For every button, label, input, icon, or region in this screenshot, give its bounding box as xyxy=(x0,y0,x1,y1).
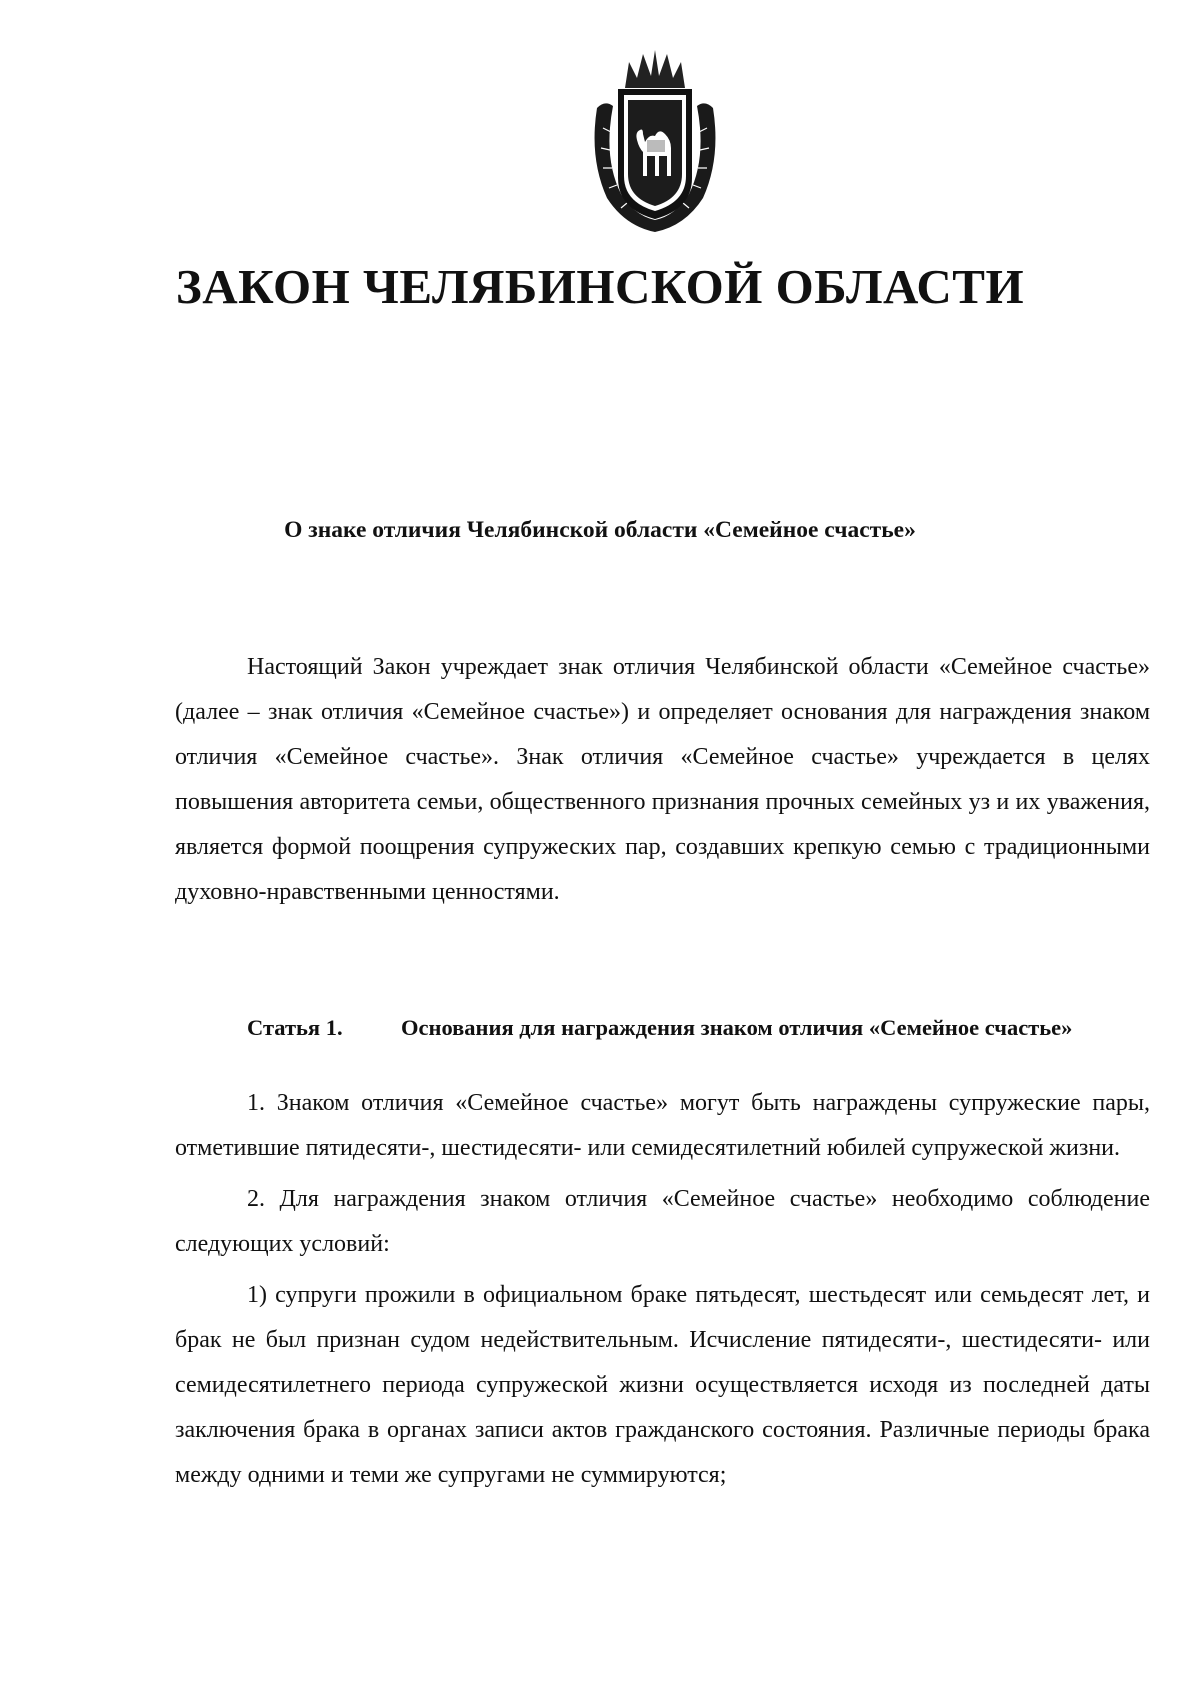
article-paragraph: 2. Для награждения знаком отличия «Семейное счастье» необходимо соблюдение следующих условий: xyxy=(175,1186,1150,1257)
article-number: Статья 1. xyxy=(247,1015,343,1040)
article-paragraph: 1) супруги прожили в официальном браке пятьдесят, шестьдесят или семьдесят лет, и брак не был признан судом недействительным. Исчисление пятидесяти-, шестидесяти- или семидесятилетнего периода супружеской жизни осуществляется исходя из последней даты заключения брака в органах записи актов гражданского состояния. Различные периоды брака между одними и теми же супругами не суммируются; xyxy=(175,1282,1150,1488)
article-title: Основания для награждения знаком отличия «Семейное счастье» xyxy=(401,1015,1073,1040)
article-1-heading xyxy=(247,1015,1072,1041)
law-title: ЗАКОН ЧЕЛЯБИНСКОЙ ОБЛАСТИ xyxy=(175,259,1025,314)
preamble xyxy=(175,645,1150,915)
document-title: О знаке отличия Челябинской области «Семейное счастье» xyxy=(284,517,916,543)
article-1-body xyxy=(175,1081,1150,1504)
preamble-paragraph: Настоящий Закон учреждает знак отличия Челябинской области «Семейное счастье» (далее – знак отличия «Семейное счастье») и определяет основания для награждения знаком отличия «Семейное счастье». Знак отличия «Семейное счастье» учреждается в целях повышения авторитета семьи, общественного признания прочных семейных уз и их уважения, является формой поощрения супружеских пар, создавших крепкую семью с традиционными духовно-нравственными ценностями. xyxy=(175,654,1150,905)
article-paragraph: 1. Знаком отличия «Семейное счастье» могут быть награждены супружеские пары, отметившие пятидесяти-, шестидесяти- или семидесятилетний юбилей супружеской жизни. xyxy=(175,1090,1150,1161)
coat-of-arms-emblem xyxy=(585,48,725,236)
